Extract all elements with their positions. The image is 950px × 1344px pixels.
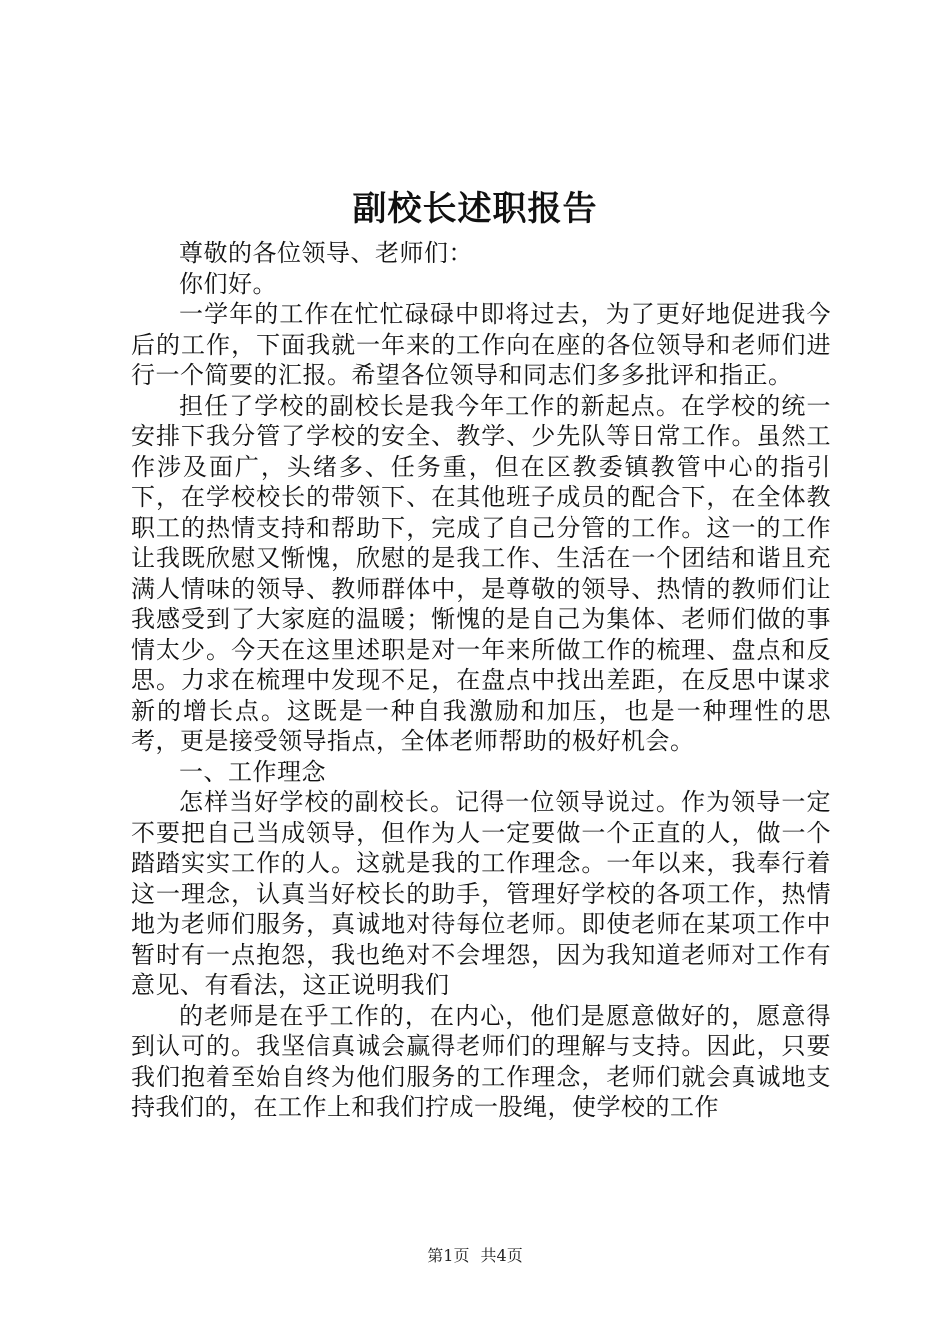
section-heading: 一、工作理念 — [179, 757, 326, 786]
page-footer — [0, 1244, 950, 1268]
document-body — [131, 238, 831, 1123]
page-number: 第1页 — [427, 1246, 470, 1265]
body-paragraph: 担任了学校的副校长是我今年工作的新起点。在学校的统一安排下我分管了学校的安全、教学、少先队等日常工作。虽然工作涉及面广，头绪多、任务重，但在区教委镇教管中心的指引下，在学校校长的带领下、在其他班子成员的配合下，在全体教职工的热情支持和帮助下，完成了自己分管的工作。这一的工作让我既欣慰又惭愧，欣慰的是我工作、生活在一个团结和谐且充满人情味的领导、教师群体中，是尊敬的领导、热情的教师们让我感受到了大家庭的温暖；惭愧的是自己为集体、老师们做的事情太少。今天在这里述职是对一年来所做工作的梳理、盘点和反思。力求在梳理中发现不足，在盘点中找出差距，在反思中谋求新的增长点。这既是一种自我激励和加压，也是一种理性的思考，更是接受领导指点，全体老师帮助的极好机会。 — [131, 391, 831, 755]
page-total: 共4页 — [480, 1246, 523, 1265]
salutation-paragraph: 尊敬的各位领导、老师们： — [179, 239, 473, 267]
intro-paragraph: 一学年的工作在忙忙碌碌中即将过去，为了更好地促进我今后的工作，下面我就一年来的工作向在座的各位领导和老师们进行一个简要的汇报。希望各位领导和同志们多多批评和指正。 — [131, 300, 831, 389]
body-paragraph: 的老师是在乎工作的，在内心，他们是愿意做好的，愿意得到认可的。我坚信真诚会赢得老师们的理解与支持。因此，只要我们抱着至始自终为他们服务的工作理念，老师们就会真诚地支持我们的，在工作上和我们拧成一股绳，使学校的工作 — [131, 1001, 831, 1121]
greeting-paragraph: 你们好。 — [179, 269, 277, 298]
document-title: 副校长述职报告 — [352, 189, 598, 229]
body-paragraph: 怎样当好学校的副校长。记得一位领导说过。作为领导一定不要把自己当成领导，但作为人一定要做一个正直的人，做一个踏踏实实工作的人。这就是我的工作理念。一年以来，我奉行着这一理念，认真当好校长的助手，管理好学校的各项工作，热情地为老师们服务，真诚地对待每位老师。即使老师在某项工作中暂时有一点抱怨，我也绝对不会埋怨，因为我知道老师对工作有意见、有看法，这正说明我们 — [131, 788, 831, 999]
